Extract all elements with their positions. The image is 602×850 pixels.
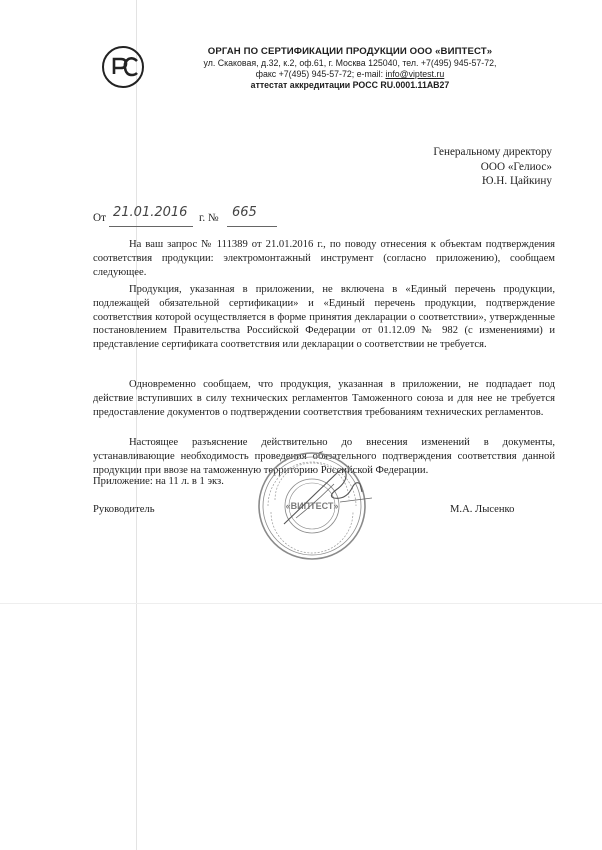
letterhead-fax: факс +7(495) 945-57-72; e-mail: bbox=[255, 69, 386, 79]
number-underline bbox=[227, 226, 277, 227]
fold-line-vertical bbox=[136, 0, 137, 850]
body-paragraph-1: На ваш запрос № 111389 от 21.01.2016 г., по поводу отнесения к объектам подтверждения соответствия продукции: электромонтажный инструмент (согласно приложению), сообщаем следующее. bbox=[93, 239, 555, 278]
signatory-role: Руководитель bbox=[93, 504, 155, 515]
attachment-note: Приложение: на 11 л. в 1 экз. bbox=[93, 476, 224, 487]
addressee-position: Генеральному директору bbox=[433, 146, 552, 158]
reference-line bbox=[93, 206, 313, 228]
stamp-center-text: «ВИПТЕСТ» bbox=[285, 501, 339, 511]
letterhead-contacts bbox=[150, 69, 550, 79]
certification-logo-icon bbox=[100, 44, 146, 90]
addressee-company: ООО «Гелиос» bbox=[480, 161, 552, 173]
reference-from-label: От bbox=[93, 212, 106, 224]
letterhead-title: ОРГАН ПО СЕРТИФИКАЦИИ ПРОДУКЦИИ ООО «ВИПТЕСТ» bbox=[207, 46, 493, 57]
body-paragraph-4: Настоящее разъяснение действительно до внесения изменений в документы, устанавливающие необходимость проведения обязательного подтверждения соответствия данной продукции при ввозе на таможенную территорию Российской Федерации. bbox=[93, 437, 555, 476]
letterhead-address: ул. Скаковая, д.32, к.2, оф.61, г. Москва 125040, тел. +7(495) 945-57-72, bbox=[203, 58, 497, 68]
body-paragraph-3: Одновременно сообщаем, что продукция, указанная в приложении, не подпадает под действие вступивших в силу технических регламентов Таможенного союза и для нее не требуется предоставление документов о подтверждении соответствия требованиям технических регламентов. bbox=[93, 379, 555, 418]
handwritten-signature bbox=[276, 462, 386, 532]
signatory-name: М.А. Лысенко bbox=[450, 504, 515, 515]
fold-line-horizontal bbox=[0, 603, 602, 604]
letterhead-accreditation: аттестат аккредитации РОСС RU.0001.11АВ27 bbox=[250, 80, 450, 90]
body-paragraph-2: Продукция, указанная в приложении, не включена в «Единый перечень продукции, подлежащей обязательной сертификации» и «Единый перечень продукции, подтверждение соответствия которой осуществляется в форме принятия декларации о соответствии», утвержденные постановлением Правительства Российской Федерации от 01.12.09 № 982 (с изменениями) и представление сертификата соответствия или декларации о соответствии не требуется. bbox=[93, 284, 555, 351]
email-link[interactable]: info@viptest.ru bbox=[385, 69, 445, 79]
reference-number-label: г. № bbox=[199, 212, 219, 224]
handwritten-number: 665 bbox=[232, 205, 257, 220]
handwritten-date: 21.01.2016 bbox=[113, 205, 188, 220]
addressee-name: Ю.Н. Цайкину bbox=[481, 175, 552, 187]
date-underline bbox=[109, 226, 193, 227]
